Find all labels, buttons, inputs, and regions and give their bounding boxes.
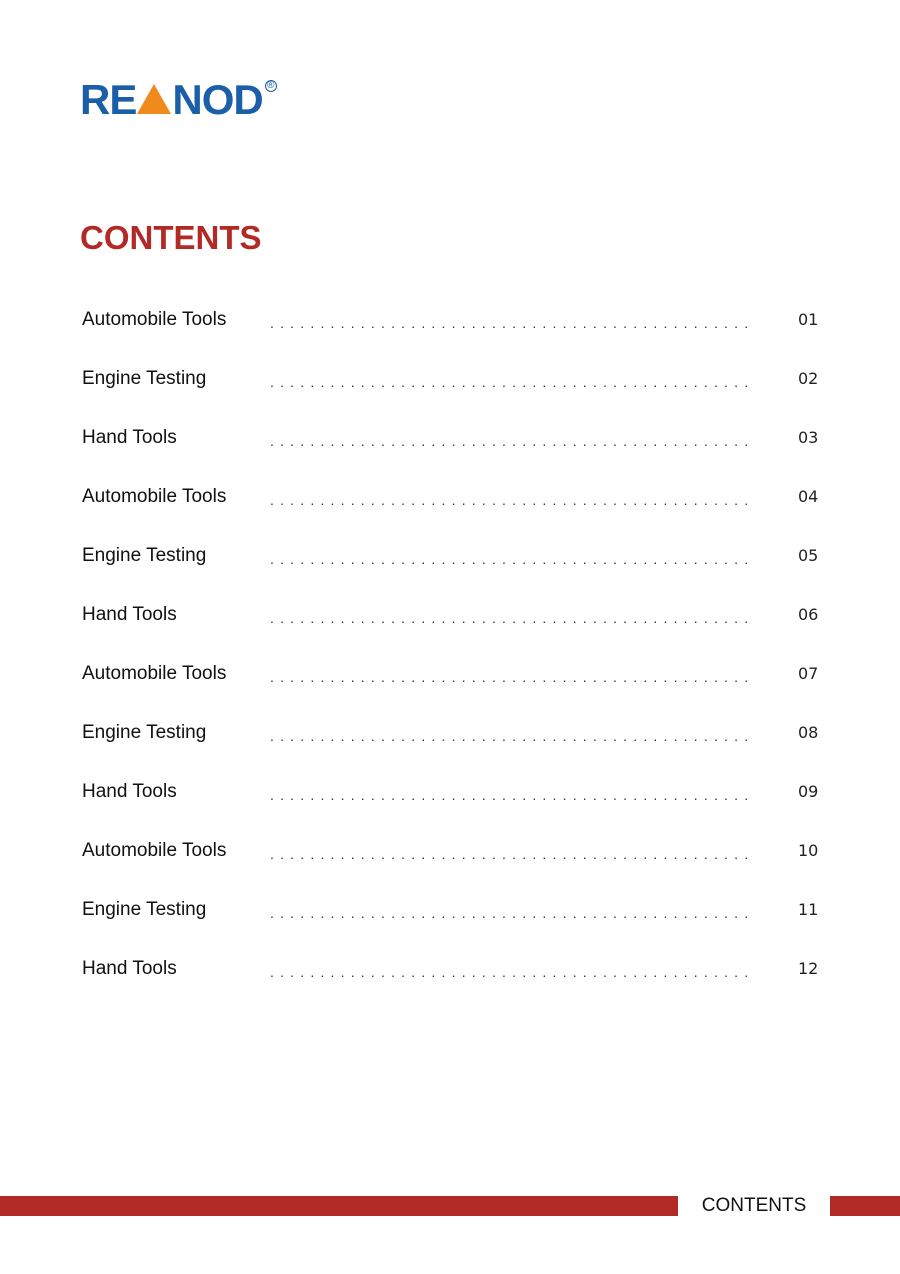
toc-entry[interactable] [82,716,822,775]
toc-entry[interactable] [82,480,822,539]
toc-dot-leader: ................................................ [270,374,755,390]
brand-wordmark [80,76,263,123]
toc-entry-label: Automobile Tools [82,486,227,507]
page-title: CONTENTS [80,219,262,256]
toc-entry-page: 11 [798,900,819,919]
toc-entry[interactable] [82,775,822,834]
toc-dot-leader: ................................................ [270,964,755,980]
toc-entry-label: Engine Testing [82,368,207,389]
toc-entry-page: 01 [798,310,819,329]
toc-entry-label: Hand Tools [82,604,177,625]
brand-a-triangle-icon [137,84,171,114]
toc-entry-label: Engine Testing [82,722,207,743]
toc-entry[interactable] [82,952,822,1011]
toc-entry-label: Automobile Tools [82,663,227,684]
footer-bar-left [0,1196,678,1216]
toc-entry-label: Hand Tools [82,427,177,448]
toc-dot-leader: ................................................ [270,315,755,331]
toc-entry[interactable] [82,362,822,421]
toc-entry-page: 10 [798,841,819,860]
toc-entry-label: Hand Tools [82,781,177,802]
footer-section-label: CONTENTS [701,1195,807,1216]
toc-entry-page: 07 [798,664,819,683]
toc-entry[interactable] [82,657,822,716]
toc-entry-page: 02 [798,369,819,388]
toc-entry-label: Automobile Tools [82,840,227,861]
toc-entry-label: Automobile Tools [82,309,227,330]
toc-entry-page: 09 [798,782,819,801]
toc-dot-leader: ................................................ [270,669,755,685]
toc-entry[interactable] [82,834,822,893]
toc-entry-page: 05 [798,546,819,565]
toc-dot-leader: ................................................ [270,492,755,508]
toc-entry-page: 06 [798,605,819,624]
toc-dot-leader: ................................................ [270,728,755,744]
toc-entry[interactable] [82,598,822,657]
toc-entry-page: 08 [798,723,819,742]
toc-entry[interactable] [82,421,822,480]
registered-mark: ® [265,80,277,92]
table-of-contents [82,303,822,1011]
toc-dot-leader: ................................................ [270,846,755,862]
toc-dot-leader: ................................................ [270,787,755,803]
toc-entry-page: 04 [798,487,819,506]
toc-entry-label: Hand Tools [82,958,177,979]
toc-entry-label: Engine Testing [82,899,207,920]
brand-logo [80,76,277,123]
toc-entry[interactable] [82,893,822,952]
toc-entry-label: Engine Testing [82,545,207,566]
toc-dot-leader: ................................................ [270,433,755,449]
toc-entry-page: 12 [798,959,819,978]
toc-dot-leader: ................................................ [270,551,755,567]
brand-name-part2: NOD [172,76,263,123]
brand-name-part1: RE [80,76,137,123]
toc-dot-leader: ................................................ [270,610,755,626]
toc-entry-page: 03 [798,428,819,447]
toc-dot-leader: ................................................ [270,905,755,921]
toc-entry[interactable] [82,303,822,362]
toc-entry[interactable] [82,539,822,598]
footer-bar-right [830,1196,900,1216]
